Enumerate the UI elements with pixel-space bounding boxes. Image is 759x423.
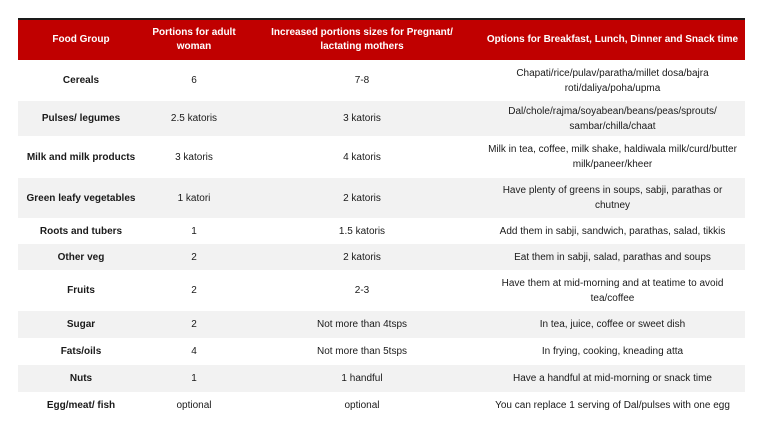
meal-options-cell: Have them at mid-morning and at teatime to avoid tea/coffee	[501, 277, 724, 304]
header-adult-portions: Portions for adult woman	[152, 27, 236, 52]
table-row	[18, 178, 745, 218]
meal-options-cell: Dal/chole/rajma/soyabean/beans/peas/sprouts/ sambar/chilla/chaat	[508, 105, 717, 132]
adult-portion-cell: 1	[191, 373, 197, 384]
food-group-cell: Roots and tubers	[39, 225, 123, 237]
meal-options-cell: Milk in tea, coffee, milk shake, haldiwala milk/curd/butter milk/paneer/kheer	[488, 144, 737, 170]
pregnant-portion-cell: 2 katoris	[343, 251, 381, 263]
adult-portion-cell: 2	[191, 319, 197, 330]
pregnant-portion-cell: 3 katoris	[343, 113, 381, 124]
pregnant-portion-cell: optional	[344, 400, 380, 411]
meal-options-cell: In frying, cooking, kneading atta	[541, 346, 684, 357]
pregnant-portion-cell: 2 katoris	[343, 192, 381, 204]
meal-options-cell: You can replace 1 serving of Dal/pulses with one egg	[495, 400, 730, 411]
food-group-cell: Other veg	[57, 251, 105, 263]
pregnant-portion-cell: 4 katoris	[343, 151, 381, 163]
pregnant-portion-cell: 1 handful	[341, 373, 383, 384]
meal-options-cell: Have a handful at mid-morning or snack time	[513, 373, 712, 384]
header-pregnant-portions: Increased portions sizes for Pregnant/ lactating mothers	[271, 27, 453, 52]
food-group-cell: Cereals	[62, 75, 100, 86]
table-row	[18, 101, 745, 136]
pregnant-portion-cell: 7-8	[354, 75, 370, 86]
pregnant-portion-cell: 1.5 katoris	[338, 225, 386, 237]
food-group-cell: Milk and milk products	[26, 151, 136, 163]
table-row	[18, 244, 745, 270]
pregnant-portion-cell: 2-3	[354, 285, 370, 296]
table-row	[18, 270, 745, 311]
adult-portion-cell: 2	[191, 285, 197, 296]
adult-portion-cell: optional	[176, 400, 212, 411]
food-group-cell: Pulses/ legumes	[41, 113, 121, 124]
food-group-cell: Nuts	[69, 373, 93, 384]
food-portion-table	[18, 18, 745, 419]
food-group-cell: Egg/meat/ fish	[46, 400, 116, 411]
meal-options-cell: In tea, juice, coffee or sweet dish	[539, 319, 686, 330]
header-food-group: Food Group	[52, 34, 110, 45]
meal-options-cell: Add them in sabji, sandwich, parathas, salad, tikkis	[499, 225, 726, 237]
table-row	[18, 392, 745, 419]
adult-portion-cell: 1	[191, 225, 197, 237]
adult-portion-cell: 2.5 katoris	[170, 113, 218, 124]
table-row	[18, 338, 745, 365]
pregnant-portion-cell: Not more than 5tsps	[316, 346, 408, 357]
header-meal-options: Options for Breakfast, Lunch, Dinner and Snack time	[486, 34, 739, 45]
table-row	[18, 365, 745, 392]
table-row	[18, 311, 745, 338]
meal-options-cell: Chapati/rice/pulav/paratha/millet dosa/bajra roti/daliya/poha/upma	[516, 67, 709, 94]
meal-options-cell: Eat them in sabji, salad, parathas and soups	[514, 251, 711, 263]
table-row	[18, 136, 745, 178]
food-group-cell: Sugar	[66, 319, 96, 330]
adult-portion-cell: 4	[191, 346, 197, 357]
table-row	[18, 60, 745, 101]
adult-portion-cell: 6	[191, 75, 197, 86]
table-header-row	[18, 19, 745, 60]
food-group-cell: Fats/oils	[60, 346, 102, 357]
table-row	[18, 218, 745, 244]
food-group-cell: Fruits	[67, 285, 95, 296]
food-group-cell: Green leafy vegetables	[26, 192, 136, 204]
pregnant-portion-cell: Not more than 4tsps	[316, 319, 408, 330]
adult-portion-cell: 3 katoris	[175, 151, 213, 163]
adult-portion-cell: 2	[191, 251, 197, 263]
adult-portion-cell: 1 katori	[177, 192, 211, 204]
meal-options-cell: Have plenty of greens in soups, sabji, parathas or chutney	[502, 185, 723, 211]
